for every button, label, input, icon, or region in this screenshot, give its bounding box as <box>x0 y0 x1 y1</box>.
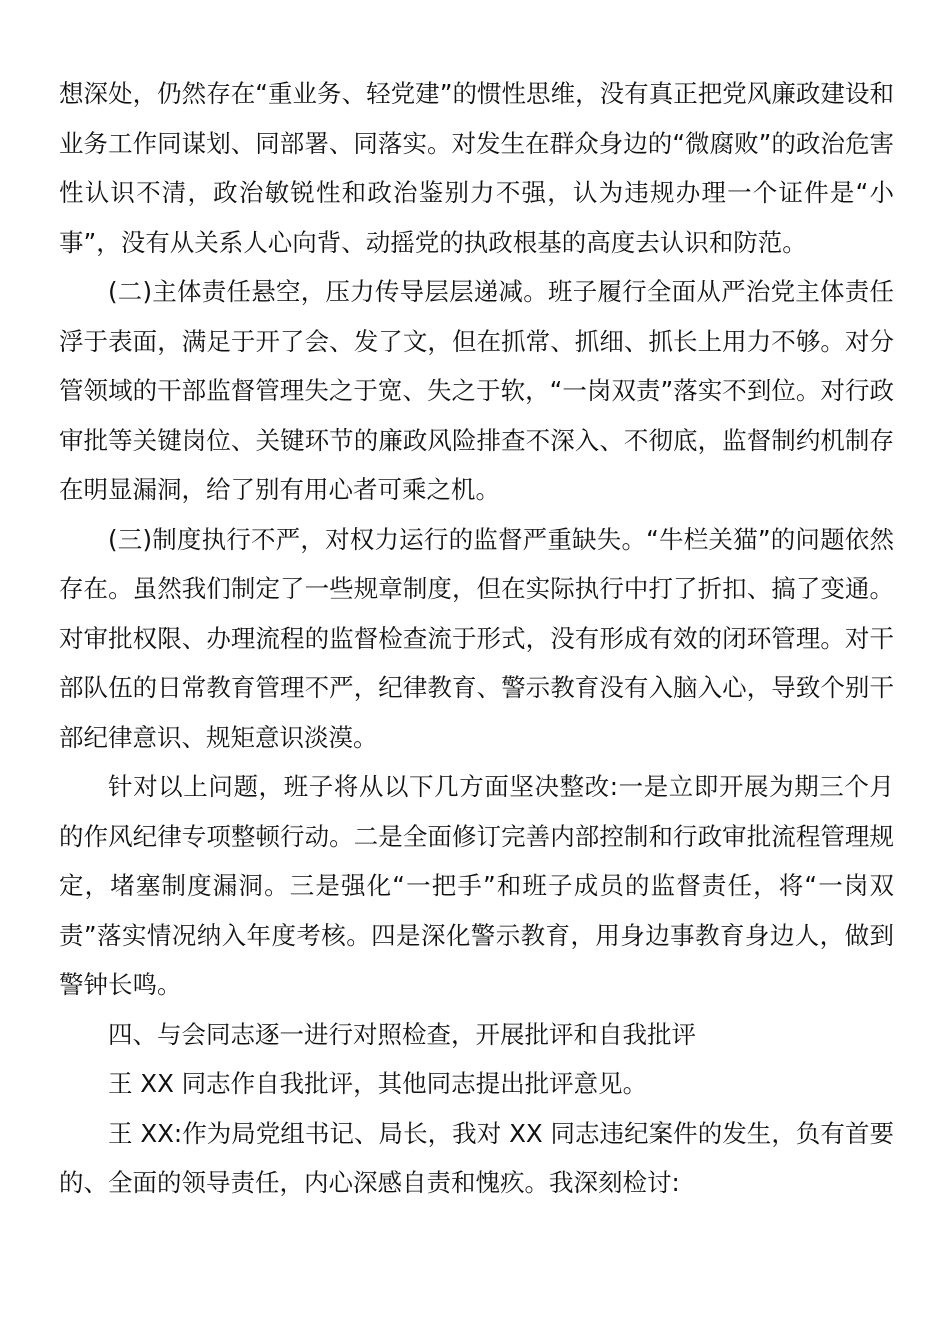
paragraph-4: 针对以上问题，班子将从以下几方面坚决整改:一是立即开展为期三个月的作风纪律专项整顿行动。二是全面修订完善内部控制和行政审批流程管理规定，堵塞制度漏洞。三是强化“一把手”和班子成员的监督责任，将“一岗双责”落实情况纳入年度考核。四是深化警示教育，用身边事教育身边人，做到警钟长鸣。 <box>59 772 894 999</box>
paragraph-3: (三)制度执行不严，对权力运行的监督严重缺失。“牛栏关猫”的问题依然存在。虽然我们制定了一些规章制度，但在实际执行中打了折扣、搞了变通。对审批权限、办理流程的监督检查流于形式，没有形成有效的闭环管理。对干部队伍的日常教育管理不严，纪律教育、警示教育没有入脑入心，导致个别干部纪律意识、规矩意识淡漠。 <box>59 524 894 752</box>
section-heading-4: 四、与会同志逐一进行对照检查，开展批评和自我批评 <box>108 1019 696 1049</box>
paragraph-2: (二)主体责任悬空，压力传导层层递减。班子履行全面从严治党主体责任浮于表面，满足于开了会、发了文，但在抓常、抓细、抓长上用力不够。对分管领域的干部监督管理失之于宽、失之于软，“一岗双责”落实不到位。对行政审批等关键岗位、关键环节的廉政风险排查不深入、不彻底，监督制约机制存在明显漏洞，给了别有用心者可乘之机。 <box>59 277 894 504</box>
paragraph-1: 想深处，仍然存在“重业务、轻党建”的惯性思维，没有真正把党风廉政建设和业务工作同谋划、同部署、同落实。对发生在群众身边的“微腐败”的政治危害性认识不清，政治敏锐性和政治鉴别力不强，认为违规办理一个证件是“小事”，没有从关系人心向背、动摇党的执政根基的高度去认识和防范。 <box>59 79 894 257</box>
paragraph-6: 王 XX 同志作自我批评，其他同志提出批评意见。 <box>108 1069 648 1098</box>
document-body <box>59 69 894 1208</box>
paragraph-7: 王 XX:作为局党组书记、局长，我对 XX 同志违纪案件的发生，负有首要的、全面的领导责任，内心深感自责和愧疚。我深刻检讨: <box>59 1118 894 1197</box>
